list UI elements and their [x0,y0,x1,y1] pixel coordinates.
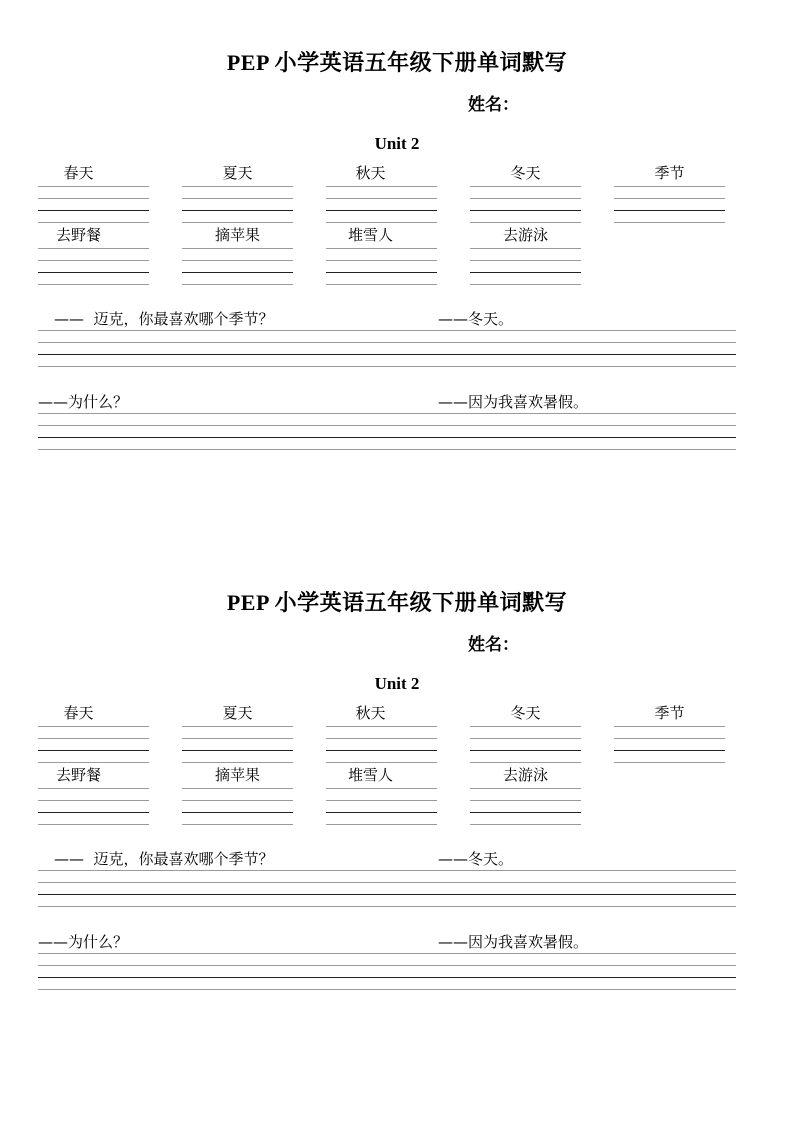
unit-heading: Unit 2 [374,134,420,153]
word-item [470,766,581,836]
writing-lines[interactable] [470,726,581,763]
word-label: 去野餐 [55,766,101,784]
word-item [182,704,293,774]
writing-lines[interactable] [38,248,149,285]
word-item [182,766,293,836]
writing-lines[interactable] [326,726,437,763]
word-label: 夏天 [222,704,253,722]
sentence-writing-lines[interactable] [38,413,736,461]
word-label: 去游泳 [502,766,548,784]
word-label: 冬天 [510,164,541,182]
word-label: 堆雪人 [347,226,393,244]
word-item [326,766,437,836]
word-item [470,164,581,234]
writing-lines[interactable] [182,788,293,825]
writing-lines[interactable] [182,186,293,223]
writing-lines[interactable] [470,788,581,825]
word-item [38,766,149,836]
word-label: 春天 [63,704,94,722]
word-label: 去游泳 [502,226,548,244]
writing-lines[interactable] [182,248,293,285]
word-item [182,164,293,234]
word-item [326,164,437,234]
answer-text: ——冬天。 [438,850,514,868]
name-label: 姓名： [468,635,519,654]
word-label: 冬天 [510,704,541,722]
worksheet-title: PEP 小学英语五年级下册单词默写 [226,50,568,75]
answer-text: ——冬天。 [438,310,514,328]
word-label: 夏天 [222,164,253,182]
word-label: 秋天 [355,164,386,182]
word-label: 季节 [654,164,685,182]
sentence-writing-lines[interactable] [38,870,736,918]
worksheet [0,0,794,540]
word-label: 秋天 [355,704,386,722]
word-item [38,704,149,774]
word-item [326,226,437,296]
word-item [38,164,149,234]
word-label: 春天 [63,164,94,182]
worksheet-title: PEP 小学英语五年级下册单词默写 [226,590,568,615]
question-text: ——为什么？ [38,933,129,951]
word-label: 摘苹果 [214,226,260,244]
sentence-writing-lines[interactable] [38,953,736,1001]
writing-lines[interactable] [326,186,437,223]
sentence-writing-lines[interactable] [38,330,736,378]
word-label: 季节 [654,704,685,722]
worksheet [0,540,794,1080]
question-text: —— 迈克，你最喜欢哪个季节？ [54,310,274,328]
writing-lines[interactable] [470,186,581,223]
writing-lines[interactable] [326,248,437,285]
word-item [470,704,581,774]
question-text: —— 迈克，你最喜欢哪个季节？ [54,850,274,868]
writing-lines[interactable] [614,726,725,763]
word-label: 摘苹果 [214,766,260,784]
word-item [614,164,725,234]
word-item [38,226,149,296]
word-label: 去野餐 [55,226,101,244]
answer-text: ——因为我喜欢暑假。 [438,933,589,951]
writing-lines[interactable] [614,186,725,223]
word-label: 堆雪人 [347,766,393,784]
unit-heading: Unit 2 [374,674,420,693]
writing-lines[interactable] [182,726,293,763]
writing-lines[interactable] [326,788,437,825]
name-label: 姓名： [468,95,519,114]
writing-lines[interactable] [38,726,149,763]
writing-lines[interactable] [38,186,149,223]
word-item [470,226,581,296]
writing-lines[interactable] [470,248,581,285]
word-item [326,704,437,774]
writing-lines[interactable] [38,788,149,825]
answer-text: ——因为我喜欢暑假。 [438,393,589,411]
word-item [614,704,725,774]
word-item [182,226,293,296]
question-text: ——为什么？ [38,393,129,411]
